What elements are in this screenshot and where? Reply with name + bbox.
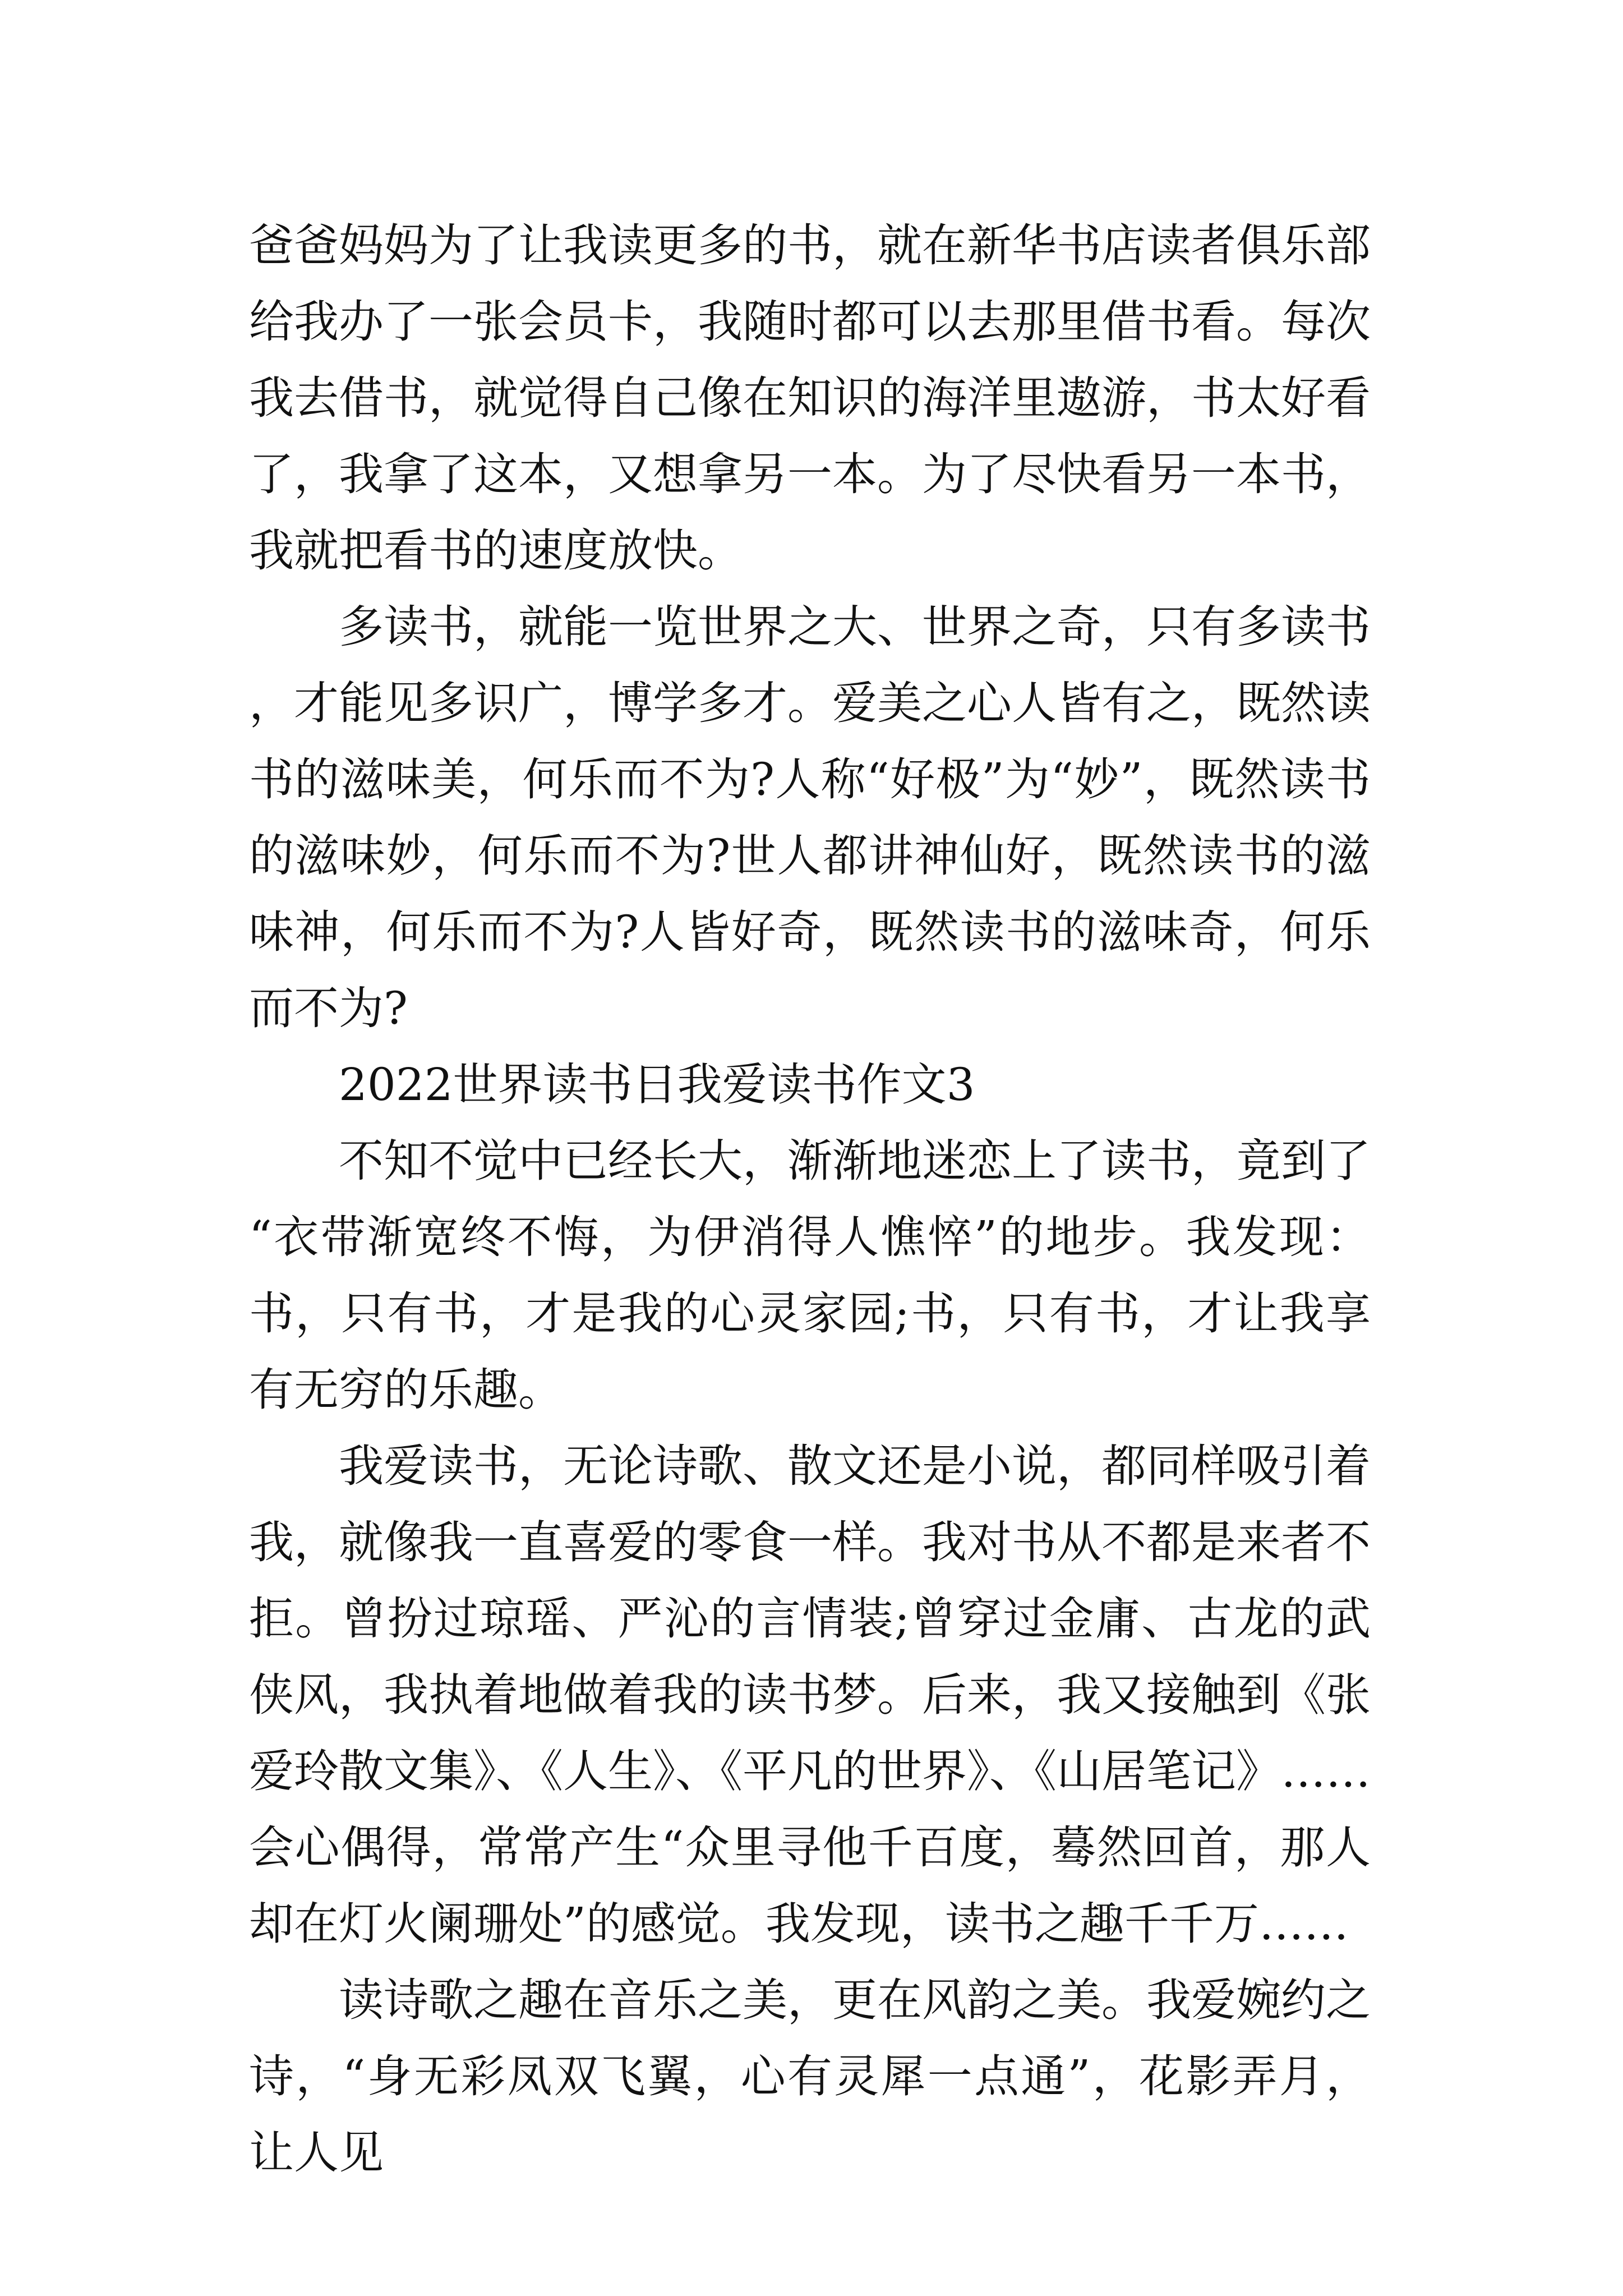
paragraph-love-reading: 我爱读书，无论诗歌、散文还是小说，都同样吸引着我，就像我一直喜爱的零食一样。我对书从不都是来者不拒。曾扮过琼瑶、严沁的言情装;曾穿过金庸、古龙的武侠风，我执着地做着我的读书梦。后来，我又接触到《张爱玲散文集》、《人生》、《平凡的世界》、《山居笔记》……会心偶得，常常产生“众里寻他千百度，蓦然回首，那人却在灯火阑珊处”的感觉。我发现，读书之趣千千万…… <box>249 1440 1371 1950</box>
paragraph-reading-club: 爸爸妈妈为了让我读更多的书，就在新华书店读者俱乐部给我办了一张会员卡，我随时都可以去那里借书看。每次我去借书，就觉得自己像在知识的海洋里遨游，书太好看了，我拿了这本，又想拿另一本。为了尽快看另一本书，我就把看书的速度放快。 <box>249 219 1371 577</box>
body-text <box>249 208 1371 2191</box>
paragraph-poetry: 读诗歌之趣在音乐之美，更在风韵之美。我爱婉约之诗，“身无彩凤双飞翼，心有灵犀一点通”，花影弄月，让人见 <box>249 1974 1371 2179</box>
essay-heading: 2022世界读书日我爱读书作文3 <box>339 1059 975 1111</box>
paragraph-grown-up: 不知不觉中已经长大，渐渐地迷恋上了读书，竟到了“衣带渐宽终不悔，为伊消得人憔悴”的地步。我发现：书，只有书，才是我的心灵家园;书，只有书，才让我享有无穷的乐趣。 <box>249 1135 1371 1416</box>
paragraph-read-more: 多读书，就能一览世界之大、世界之奇，只有多读书，才能见多识广，博学多才。爱美之心人皆有之，既然读书的滋味美，何乐而不为?人称“好极”为“妙”，既然读书的滋味妙，何乐而不为?世人都讲神仙好，既然读书的滋味神，何乐而不为?人皆好奇，既然读书的滋味奇，何乐而不为? <box>249 601 1371 1034</box>
